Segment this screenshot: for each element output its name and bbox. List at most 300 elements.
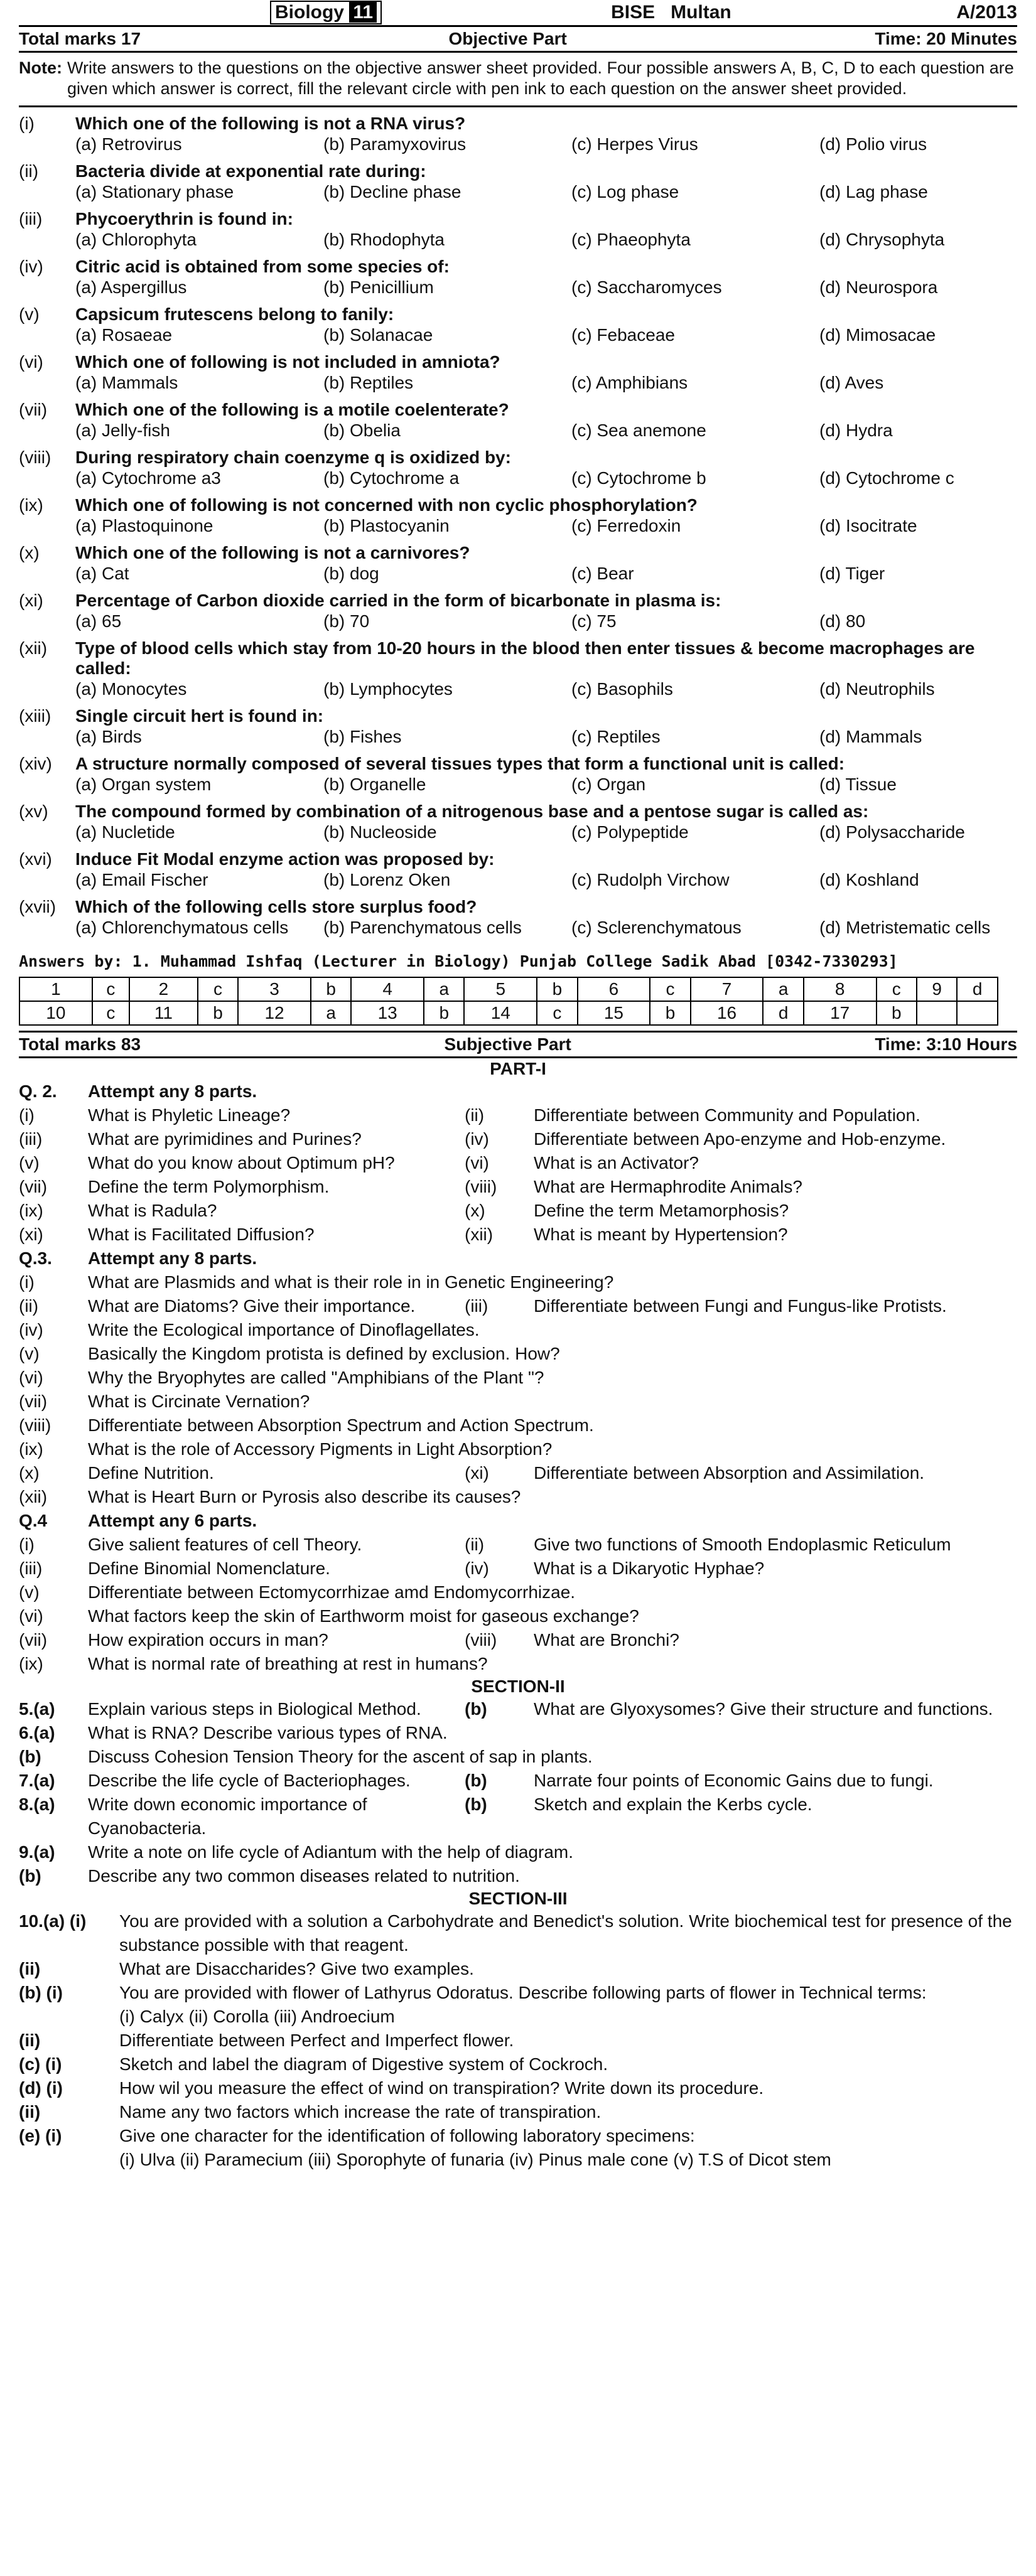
option: (a) Stationary phase	[75, 182, 234, 201]
question-text: Describe the life cycle of Bacteriophages.	[88, 1771, 411, 1790]
option: (a) Plastoquinone	[75, 516, 213, 535]
exam-paper	[19, 0, 1017, 2172]
option-row	[19, 325, 1017, 346]
option: (c) Phaeophyta	[571, 230, 691, 249]
option: (b) Lymphocytes	[323, 679, 453, 699]
option: (a) Nucletide	[75, 822, 175, 842]
answer-key-cell: c	[92, 1001, 129, 1025]
question-text: During respiratory chain coenzyme q is oxidized by:	[75, 448, 511, 467]
question-number	[19, 2148, 119, 2172]
answer-key-cell: a	[311, 1001, 351, 1025]
question-text: Describe any two common diseases related to nutrition.	[88, 1866, 520, 1886]
question-number: Q.3.	[19, 1248, 52, 1268]
mcq-question	[19, 543, 1017, 563]
part-number: (vii)	[19, 1630, 48, 1650]
question-text: You are provided with a solution a Carbohydrate and Benedict's solution. Write biochemical test for presence of the substance possible with that reagent.	[119, 1911, 1012, 1955]
part-number: (iii)	[19, 1129, 43, 1149]
question-number: Q.4	[19, 1511, 48, 1530]
option: (d) Metristematic cells	[819, 918, 991, 937]
question-text: Name any two factors which increase the rate of transpiration.	[119, 2102, 602, 2122]
short-question-row	[19, 1414, 1017, 1437]
practical-question-row	[19, 1981, 1017, 2005]
option: (c) Basophils	[571, 679, 673, 699]
part-text: Define the term Metamorphosis?	[534, 1201, 789, 1220]
option: (d) 80	[819, 611, 866, 631]
question-text: (i) Ulva (ii) Paramecium (iii) Sporophyte of funaria (iv) Pinus male cone (v) T.S of Dicot stem	[119, 2150, 831, 2169]
mcq-question	[19, 114, 1017, 134]
subject-label: Biology 11	[270, 1, 382, 24]
short-question-row	[19, 1366, 1017, 1390]
question-number: (ix)	[19, 495, 43, 515]
part-number: (i)	[19, 1105, 35, 1125]
option: (a) Aspergillus	[75, 277, 187, 297]
answer-key-cell: b	[537, 977, 577, 1001]
option: (a) Birds	[75, 727, 142, 746]
answer-key-cell: b	[650, 1001, 690, 1025]
option: (d) Chrysophyta	[819, 230, 945, 249]
option-row	[19, 869, 1017, 891]
answer-key-cell: 11	[129, 1001, 198, 1025]
option: (c) Saccharomyces	[571, 277, 722, 297]
answer-key-cell: a	[763, 977, 803, 1001]
question-number: 5.(a)	[19, 1699, 55, 1719]
question-text: Induce Fit Modal enzyme action was proposed by:	[75, 849, 495, 869]
part-text: Differentiate between Community and Population.	[534, 1105, 920, 1125]
question-number: (e) (i)	[19, 2126, 62, 2145]
part-number: (xii)	[19, 1487, 48, 1506]
option-row	[19, 372, 1017, 394]
option-row	[19, 468, 1017, 489]
question-instruction: Attempt any 8 parts.	[88, 1248, 257, 1268]
part-heading: PART-I	[490, 1059, 546, 1078]
question-text: Write a note on life cycle of Adiantum with the help of diagram.	[88, 1842, 574, 1862]
part-text: What are Plasmids and what is their role in in Genetic Engineering?	[88, 1272, 614, 1292]
practical-question-row	[19, 2005, 1017, 2029]
option: (a) Mammals	[75, 373, 178, 392]
answer-key-cell: 17	[804, 1001, 877, 1025]
subjective-list	[19, 1080, 1017, 2172]
option: (b) Cytochrome a	[323, 468, 460, 488]
question-text: Which one of the following is not a RNA virus?	[75, 114, 466, 133]
question-number: (ii)	[19, 1959, 41, 1978]
question-text: What are Disaccharides? Give two examples.	[119, 1959, 474, 1978]
option-row	[19, 134, 1017, 155]
option: (a) Chlorenchymatous cells	[75, 918, 289, 937]
part-text: Define the term Polymorphism.	[88, 1177, 330, 1196]
question-number: 6.(a)	[19, 1723, 55, 1742]
question-text: (i) Calyx (ii) Corolla (iii) Androecium	[119, 2007, 395, 2026]
option: (d) Mammals	[819, 727, 922, 746]
option: (d) Cytochrome c	[819, 468, 954, 488]
question-instruction: Attempt any 8 parts.	[88, 1081, 257, 1101]
option: (b) Plastocyanin	[323, 516, 450, 535]
option: (c) Febaceae	[571, 325, 675, 345]
practical-question-row	[19, 1909, 1017, 1957]
answer-key-cell: 15	[578, 1001, 650, 1025]
part-text: What is Circinate Vernation?	[88, 1392, 310, 1411]
section-heading: SECTION-III	[468, 1889, 568, 1908]
question-number: (i)	[19, 114, 35, 133]
answer-key-cell: b	[198, 1001, 238, 1025]
part-text: Differentiate between Fungi and Fungus-like Protists.	[534, 1296, 947, 1316]
answer-key-cell: 12	[238, 1001, 311, 1025]
part-text: What is normal rate of breathing at rest in humans?	[88, 1654, 488, 1673]
part-number: (viii)	[19, 1415, 51, 1435]
question-number: 10.(a) (i)	[19, 1911, 87, 1931]
question-text: Bacteria divide at exponential rate during:	[75, 161, 426, 181]
option-row	[19, 181, 1017, 203]
mcq-question	[19, 754, 1017, 774]
part-number: (b)	[465, 1699, 487, 1719]
long-question-row	[19, 1697, 1017, 1721]
long-question-row	[19, 1745, 1017, 1769]
question-text: Explain various steps in Biological Method.	[88, 1699, 421, 1719]
option: (b) Decline phase	[323, 182, 461, 201]
question-text: Citric acid is obtained from some species of:	[75, 257, 450, 276]
part-number: (iii)	[19, 1559, 43, 1578]
option-row	[19, 774, 1017, 795]
part-text: What is Facilitated Diffusion?	[88, 1225, 315, 1244]
option: (b) Solanacae	[323, 325, 433, 345]
question-text: Give one character for the identification of following laboratory specimens:	[119, 2126, 695, 2145]
answer-key-cell: 14	[464, 1001, 537, 1025]
answer-key-cell: d	[763, 1001, 803, 1025]
short-question-row	[19, 1151, 1017, 1175]
question-number: 7.(a)	[19, 1771, 55, 1790]
answer-key-cell: 7	[691, 977, 764, 1001]
paper-header	[19, 0, 1017, 25]
option: (d) Hydra	[819, 421, 893, 440]
answer-key-cell: 9	[917, 977, 957, 1001]
short-question-row	[19, 1127, 1017, 1151]
objective-bar	[19, 25, 1017, 53]
option: (b) dog	[323, 564, 379, 583]
short-question-row	[19, 1294, 1017, 1318]
board-label: BISE Multan	[611, 2, 731, 23]
question-heading	[19, 1247, 1017, 1270]
question-text: Sketch and label the diagram of Digestive system of Cockroch.	[119, 2054, 608, 2074]
part-text: What do you know about Optimum pH?	[88, 1153, 395, 1173]
part-number: (vi)	[465, 1153, 489, 1173]
question-heading	[19, 1080, 1017, 1103]
question-number: (viii)	[19, 448, 51, 467]
part-text: What is the role of Accessory Pigments in Light Absorption?	[88, 1439, 553, 1459]
question-text: Percentage of Carbon dioxide carried in the form of bicarbonate in plasma is:	[75, 591, 721, 610]
mcq-question	[19, 495, 1017, 515]
mcq-question	[19, 849, 1017, 869]
time-label: Time: 3:10 Hours	[875, 1034, 1017, 1054]
question-number: (ii)	[19, 2102, 41, 2122]
question-text: Single circuit hert is found in:	[75, 706, 324, 726]
part-title: Objective Part	[448, 29, 567, 48]
short-question-row	[19, 1604, 1017, 1628]
question-text: Type of blood cells which stay from 10-20 hours in the blood then enter tissues & become macrophages are called:	[75, 638, 975, 678]
question-text: What are Glyoxysomes? Give their structure and functions.	[534, 1699, 993, 1719]
option-row	[19, 726, 1017, 748]
part-number: (viii)	[465, 1177, 497, 1196]
question-number: (xv)	[19, 802, 48, 821]
long-question-row	[19, 1864, 1017, 1888]
mcq-question	[19, 209, 1017, 229]
option: (b) Rhodophyta	[323, 230, 445, 249]
part-text: What is meant by Hypertension?	[534, 1225, 788, 1244]
time-label: Time: 20 Minutes	[875, 29, 1017, 48]
option: (b) Penicillium	[323, 277, 434, 297]
question-text: Differentiate between Perfect and Imperfect flower.	[119, 2031, 514, 2050]
short-question-row	[19, 1199, 1017, 1223]
part-text: Define Nutrition.	[88, 1463, 214, 1483]
part-text: What are Diatoms? Give their importance.	[88, 1296, 416, 1316]
question-text: You are provided with flower of Lathyrus Odoratus. Describe following parts of flower in Technical terms:	[119, 1983, 927, 2002]
option: (c) Rudolph Virchow	[571, 870, 730, 889]
question-number: (xvi)	[19, 849, 52, 869]
part-number: (ix)	[19, 1201, 43, 1220]
answer-key-cell: c	[537, 1001, 577, 1025]
option: (a) Email Fischer	[75, 870, 208, 889]
question-number: (xiii)	[19, 706, 51, 726]
long-question-row	[19, 1840, 1017, 1864]
part-text: Write the Ecological importance of Dinoflagellates.	[88, 1320, 480, 1339]
short-question-row	[19, 1533, 1017, 1557]
long-question-row	[19, 1721, 1017, 1745]
part-number: (v)	[19, 1344, 40, 1363]
mcq-question	[19, 448, 1017, 468]
option: (c) Herpes Virus	[571, 134, 698, 154]
option: (b) Reptiles	[323, 373, 414, 392]
question-text: How wil you measure the effect of wind on transpiration? Write down its procedure.	[119, 2078, 764, 2098]
question-number: (vii)	[19, 400, 48, 419]
part-number: (vii)	[19, 1177, 48, 1196]
answer-key-cell	[957, 1001, 998, 1025]
question-number: (b) (i)	[19, 1983, 63, 2002]
option: (b) Organelle	[323, 775, 426, 794]
short-question-row	[19, 1103, 1017, 1127]
option: (c) Cytochrome b	[571, 468, 706, 488]
part-number: (viii)	[465, 1630, 497, 1650]
part-text: Differentiate between Apo-enzyme and Hob-enzyme.	[534, 1129, 946, 1149]
option: (a) Jelly-fish	[75, 421, 170, 440]
mcq-question	[19, 352, 1017, 372]
question-text: Which one of the following is not a carnivores?	[75, 543, 470, 562]
part-number: (ix)	[19, 1439, 43, 1459]
question-number: (xiv)	[19, 754, 52, 773]
answer-key-table	[19, 977, 998, 1026]
part-text: Why the Bryophytes are called "Amphibians of the Plant "?	[88, 1368, 544, 1387]
part-number: (x)	[19, 1463, 40, 1483]
option: (c) Amphibians	[571, 373, 688, 392]
option: (a) Monocytes	[75, 679, 187, 699]
option-row	[19, 277, 1017, 298]
question-number: (xii)	[19, 638, 48, 658]
part-number: (i)	[19, 1535, 35, 1554]
part-text: What are Bronchi?	[534, 1630, 679, 1650]
question-instruction: Attempt any 6 parts.	[88, 1511, 257, 1530]
mcq-question	[19, 304, 1017, 325]
part-number: (vii)	[19, 1392, 48, 1411]
short-question-row	[19, 1437, 1017, 1461]
option: (d) Lag phase	[819, 182, 928, 201]
part-text: What are Hermaphrodite Animals?	[534, 1177, 802, 1196]
short-question-row	[19, 1485, 1017, 1509]
question-number: Q. 2.	[19, 1081, 57, 1101]
long-question-row	[19, 1793, 1017, 1840]
part-title: Subjective Part	[444, 1034, 571, 1054]
question-text: Which of the following cells store surplus food?	[75, 897, 477, 916]
option: (a) Organ system	[75, 775, 212, 794]
option: (d) Isocitrate	[819, 516, 917, 535]
part-number: (i)	[19, 1272, 35, 1292]
question-text: What is RNA? Describe various types of RNA.	[88, 1723, 448, 1742]
option: (a) Cat	[75, 564, 129, 583]
part-text: How expiration occurs in man?	[88, 1630, 328, 1650]
question-number	[19, 2005, 119, 2029]
question-number: (b)	[19, 1866, 41, 1886]
question-number: (ii)	[19, 161, 39, 181]
question-number: 8.(a)	[19, 1795, 55, 1814]
option-row	[19, 420, 1017, 441]
part-number: (ii)	[465, 1105, 485, 1125]
answer-key-cell: 2	[129, 977, 198, 1001]
mcq-question	[19, 802, 1017, 822]
answer-key-cell: b	[877, 1001, 917, 1025]
option: (a) Retrovirus	[75, 134, 182, 154]
instructions-note: Note: Write answers to the questions on the objective answer sheet provided. Four possible answers A, B, C, D to each question are given which answer is correct, fill the relevant circle with pen ink to each question on the answer sheet provided.	[19, 53, 1017, 107]
part-number: (ii)	[465, 1535, 485, 1554]
question-text: Phycoerythrin is found in:	[75, 209, 293, 228]
answer-key-cell: b	[424, 1001, 464, 1025]
part-number: (x)	[465, 1201, 485, 1220]
option-row	[19, 917, 1017, 938]
part-text: Give salient features of cell Theory.	[88, 1535, 362, 1554]
question-number: (vi)	[19, 352, 43, 372]
question-number: (xi)	[19, 591, 43, 610]
part-number: (iv)	[465, 1129, 489, 1149]
option: (a) Rosaeae	[75, 325, 173, 345]
section-heading: SECTION-II	[471, 1677, 565, 1696]
part-text: What factors keep the skin of Earthworm moist for gaseous exchange?	[88, 1606, 639, 1626]
total-marks: Total marks 17	[19, 29, 141, 48]
option: (b) Obelia	[323, 421, 401, 440]
part-text: Differentiate between Ectomycorrhizae amd Endomycorrhizae.	[88, 1582, 576, 1602]
question-text: Which one of following is not concerned with non cyclic phosphorylation?	[75, 495, 698, 515]
mcq-question	[19, 706, 1017, 726]
answer-key-cell: 8	[804, 977, 877, 1001]
part-text: Give two functions of Smooth Endoplasmic Reticulum	[534, 1535, 951, 1554]
question-text: Capsicum frutescens belong to fanily:	[75, 304, 394, 324]
answer-key-cell: c	[92, 977, 129, 1001]
option: (d) Aves	[819, 373, 884, 392]
question-text: A structure normally composed of several tissues types that form a functional unit is called:	[75, 754, 845, 773]
option: (c) Bear	[571, 564, 634, 583]
part-text: Basically the Kingdom protista is defined by exclusion. How?	[88, 1344, 560, 1363]
part-text: What is an Activator?	[534, 1153, 699, 1173]
part-number: (v)	[19, 1153, 40, 1173]
question-text: Narrate four points of Economic Gains due to fungi.	[534, 1771, 934, 1790]
option: (b) 70	[323, 611, 370, 631]
option: (c) Log phase	[571, 182, 679, 201]
option-row	[19, 679, 1017, 700]
question-text: Which one of following is not included in amniota?	[75, 352, 500, 372]
part-number: (ii)	[19, 1296, 39, 1316]
question-number: 9.(a)	[19, 1842, 55, 1862]
question-number: (x)	[19, 543, 40, 562]
answer-key-cell: b	[311, 977, 351, 1001]
option: (d) Polysaccharide	[819, 822, 965, 842]
option: (d) Polio virus	[819, 134, 927, 154]
part-text: Define Binomial Nomenclature.	[88, 1559, 330, 1578]
answer-key-cell: 10	[19, 1001, 92, 1025]
part-number: (iv)	[19, 1320, 43, 1339]
short-question-row	[19, 1390, 1017, 1414]
part-number: (b)	[465, 1771, 487, 1790]
option: (d) Neurospora	[819, 277, 938, 297]
answer-key-cell: 3	[238, 977, 311, 1001]
short-question-row	[19, 1628, 1017, 1652]
total-marks: Total marks 83	[19, 1034, 141, 1054]
year-label: A/2013	[956, 2, 1017, 23]
part-number: (xii)	[465, 1225, 494, 1244]
option: (c) 75	[571, 611, 617, 631]
practical-question-row	[19, 1957, 1017, 1981]
question-text: Which one of the following is a motile coelenterate?	[75, 400, 509, 419]
mcq-question	[19, 591, 1017, 611]
option: (c) Reptiles	[571, 727, 661, 746]
short-question-row	[19, 1342, 1017, 1366]
question-heading	[19, 1509, 1017, 1533]
answer-key-cell: 4	[351, 977, 424, 1001]
question-number: (b)	[19, 1747, 41, 1766]
part-number: (b)	[465, 1795, 487, 1814]
part-text: What is Radula?	[88, 1201, 217, 1220]
option: (d) Tissue	[819, 775, 897, 794]
option: (b) Fishes	[323, 727, 402, 746]
mcq-question	[19, 161, 1017, 181]
answer-key-cell: 6	[578, 977, 650, 1001]
part-number: (vi)	[19, 1368, 43, 1387]
part-number: (iii)	[465, 1296, 488, 1316]
question-number: (ii)	[19, 2031, 41, 2050]
mcq-question	[19, 897, 1017, 917]
part-number: (v)	[19, 1582, 40, 1602]
question-text: The compound formed by combination of a nitrogenous base and a pentose sugar is called as:	[75, 802, 869, 821]
question-text: Write down economic importance of Cyanobacteria.	[88, 1795, 367, 1838]
part-number: (xi)	[19, 1225, 43, 1244]
option: (b) Lorenz Oken	[323, 870, 451, 889]
question-number: (xvii)	[19, 897, 57, 916]
answer-key-cell: 13	[351, 1001, 424, 1025]
short-question-row	[19, 1461, 1017, 1485]
part-number: (vi)	[19, 1606, 43, 1626]
option-row	[19, 611, 1017, 632]
option: (a) 65	[75, 611, 122, 631]
part-text: What is a Dikaryotic Hyphae?	[534, 1559, 765, 1578]
answer-key-cell: c	[877, 977, 917, 1001]
part-text: Differentiate between Absorption and Assimilation.	[534, 1463, 925, 1483]
short-question-row	[19, 1270, 1017, 1294]
long-question-row	[19, 1769, 1017, 1793]
option: (b) Parenchymatous cells	[323, 918, 522, 937]
option: (c) Polypeptide	[571, 822, 689, 842]
short-question-row	[19, 1580, 1017, 1604]
mcq-question	[19, 257, 1017, 277]
answer-key-cell: 5	[464, 977, 537, 1001]
part-number: (xi)	[465, 1463, 489, 1483]
option: (b) Paramyxovirus	[323, 134, 467, 154]
practical-question-row	[19, 2076, 1017, 2100]
option: (c) Ferredoxin	[571, 516, 681, 535]
option: (a) Cytochrome a3	[75, 468, 221, 488]
question-number: (d) (i)	[19, 2078, 63, 2098]
